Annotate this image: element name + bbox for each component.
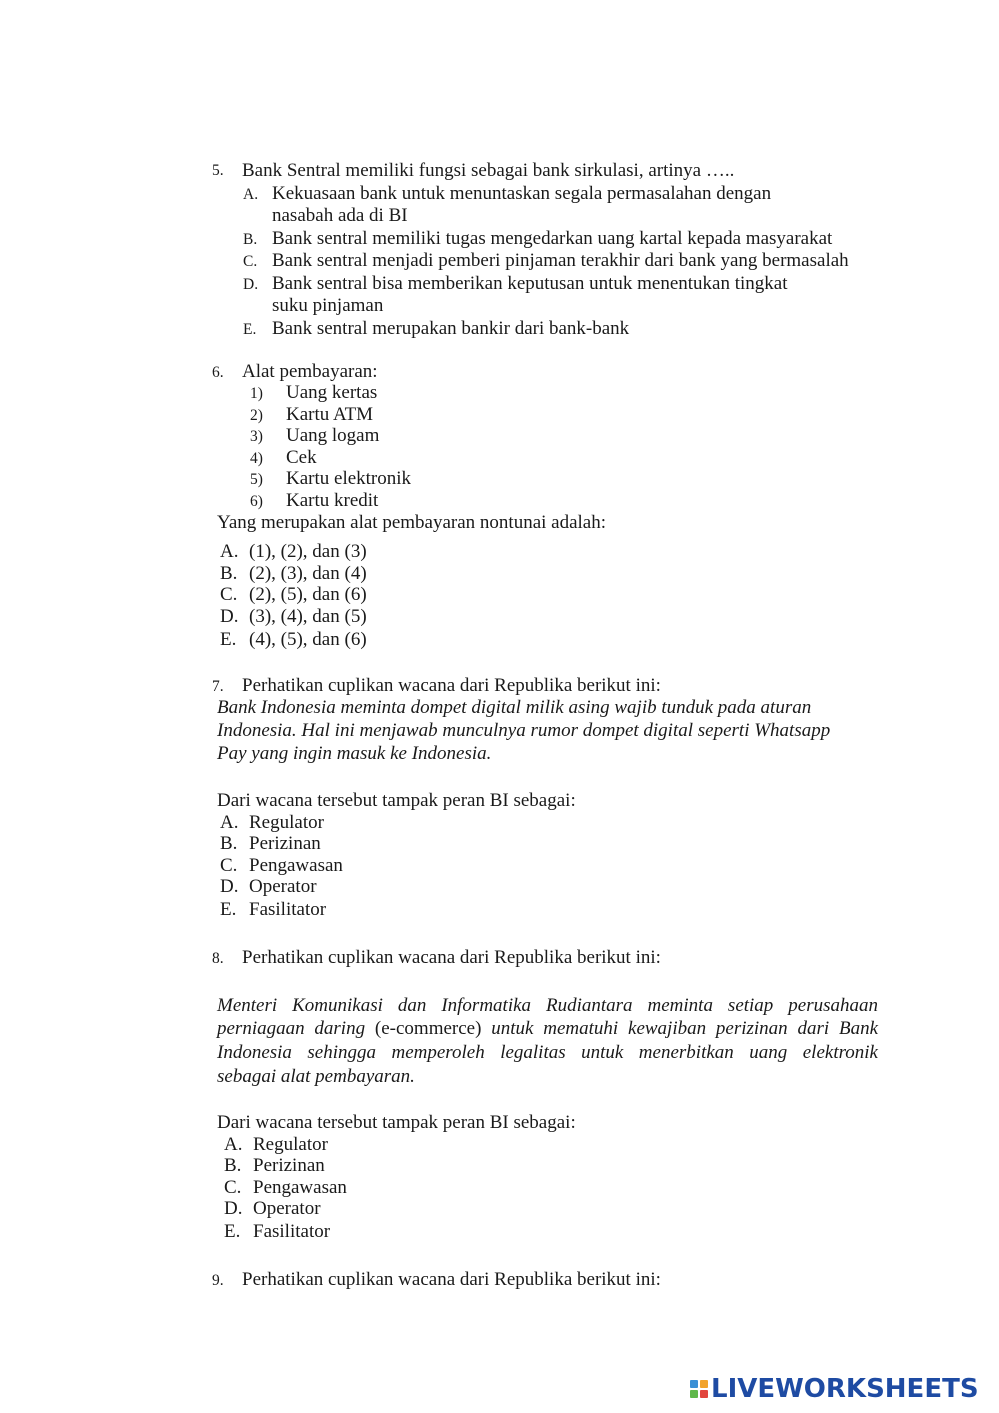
q8-option-e: Fasilitator	[253, 1221, 331, 1242]
q8-option-e-letter: E.	[224, 1221, 241, 1242]
q8-option-b: Perizinan	[253, 1155, 325, 1176]
q7-option-c-letter: C.	[220, 855, 238, 876]
q6-item: Cek	[286, 447, 317, 468]
q5-option-c-letter: C.	[243, 253, 258, 270]
q8-passage-line: sebagai alat pembayaran.	[217, 1066, 415, 1087]
logo-block	[700, 1390, 708, 1398]
q6-option-c: (2), (5), dan (6)	[249, 584, 367, 605]
q6-item-number: 2)	[250, 407, 263, 424]
liveworksheets-logo	[690, 1374, 979, 1404]
q5-option-d: Bank sentral bisa memberikan keputusan untuk menentukan tingkat	[272, 273, 788, 294]
q6-question: Alat pembayaran:	[242, 361, 378, 382]
q5-question: Bank Sentral memiliki fungsi sebagai bank sirkulasi, artinya …..	[242, 160, 735, 181]
q7-question: Perhatikan cuplikan wacana dari Republika berikut ini:	[242, 675, 661, 696]
q6-option-a: (1), (2), dan (3)	[249, 541, 367, 562]
q6-option-e-letter: E.	[220, 629, 237, 650]
logo-text: LIVEWORKSHEETS	[711, 1374, 979, 1404]
q7-passage-line: Bank Indonesia meminta dompet digital milik asing wajib tunduk pada aturan	[217, 697, 812, 718]
q7-passage-line: Pay yang ingin masuk ke Indonesia.	[217, 743, 492, 764]
q7-option-d-letter: D.	[220, 876, 239, 897]
q8-option-d-letter: D.	[224, 1198, 243, 1219]
q7-option-b-letter: B.	[220, 833, 238, 854]
q7-option-a: Regulator	[249, 812, 324, 833]
q9-question: Perhatikan cuplikan wacana dari Republika berikut ini:	[242, 1269, 661, 1290]
q5-option-e: Bank sentral merupakan bankir dari bank-bank	[272, 318, 630, 339]
q7-option-c: Pengawasan	[249, 855, 343, 876]
q6-item: Kartu kredit	[286, 490, 379, 511]
q7-option-b: Perizinan	[249, 833, 321, 854]
q6-option-a-letter: A.	[220, 541, 239, 562]
q6-option-c-letter: C.	[220, 584, 238, 605]
q8-prompt: Dari wacana tersebut tampak peran BI sebagai:	[217, 1112, 576, 1133]
q8-number: 8.	[212, 950, 224, 967]
q7-passage-line: Indonesia. Hal ini menjawab munculnya rumor dompet digital seperti Whatsapp	[217, 720, 831, 741]
q8-passage-part: (e-commerce)	[365, 1018, 492, 1039]
q7-prompt: Dari wacana tersebut tampak peran BI sebagai:	[217, 790, 576, 811]
q5-option-b-letter: B.	[243, 231, 258, 248]
q6-item-number: 6)	[250, 493, 263, 510]
q8-passage-part: perniagaan daring	[217, 1018, 366, 1039]
q8-option-c-letter: C.	[224, 1177, 242, 1198]
q6-option-d: (3), (4), dan (5)	[249, 606, 367, 627]
q6-item-number: 5)	[250, 471, 263, 488]
q8-passage-line: Indonesia sehingga memperoleh legalitas untuk menerbitkan uang elektronik	[217, 1042, 878, 1063]
q6-item: Uang kertas	[286, 382, 378, 403]
logo-block	[690, 1390, 698, 1398]
q5-option-a: Kekuasaan bank untuk menuntaskan segala permasalahan dengan	[272, 183, 772, 204]
q8-passage-line: Menteri Komunikasi dan Informatika Rudiantara meminta setiap perusahaan	[217, 995, 878, 1016]
q6-item: Kartu ATM	[286, 404, 374, 425]
q7-number: 7.	[212, 678, 224, 695]
q6-option-d-letter: D.	[220, 606, 239, 627]
q5-option-d-cont: suku pinjaman	[272, 295, 384, 316]
q7-option-e-letter: E.	[220, 899, 237, 920]
q6-prompt: Yang merupakan alat pembayaran nontunai adalah:	[217, 512, 607, 533]
q6-number: 6.	[212, 364, 224, 381]
q7-option-e: Fasilitator	[249, 899, 327, 920]
q6-item-number: 4)	[250, 450, 263, 467]
q8-option-d: Operator	[253, 1198, 321, 1219]
q6-item-number: 3)	[250, 428, 263, 445]
q5-option-e-letter: E.	[243, 321, 257, 338]
q8-option-a: Regulator	[253, 1134, 328, 1155]
q6-option-e: (4), (5), dan (6)	[249, 629, 367, 650]
logo-block	[700, 1380, 708, 1388]
q5-option-c: Bank sentral menjadi pemberi pinjaman terakhir dari bank yang bermasalah	[272, 250, 849, 271]
q6-item: Kartu elektronik	[286, 468, 412, 489]
logo-blocks-icon	[690, 1380, 708, 1398]
q5-option-b: Bank sentral memiliki tugas mengedarkan uang kartal kepada masyarakat	[272, 228, 833, 249]
q6-option-b: (2), (3), dan (4)	[249, 563, 367, 584]
q5-option-a-cont: nasabah ada di BI	[272, 205, 408, 226]
q8-question: Perhatikan cuplikan wacana dari Republika berikut ini:	[242, 947, 661, 968]
q6-item: Uang logam	[286, 425, 380, 446]
q8-option-b-letter: B.	[224, 1155, 242, 1176]
q7-option-d: Operator	[249, 876, 317, 897]
q6-option-b-letter: B.	[220, 563, 238, 584]
q5-number: 5.	[212, 162, 224, 179]
q8-option-c: Pengawasan	[253, 1177, 347, 1198]
q5-option-a-letter: A.	[243, 186, 259, 203]
q5-option-d-letter: D.	[243, 276, 259, 293]
q8-passage-line	[217, 1018, 878, 1040]
logo-block	[690, 1380, 698, 1388]
q9-number: 9.	[212, 1272, 224, 1289]
q6-item-number: 1)	[250, 385, 263, 402]
q8-option-a-letter: A.	[224, 1134, 243, 1155]
q7-option-a-letter: A.	[220, 812, 239, 833]
q8-passage-part: untuk mematuhi kewajiban perizinan dari Bank	[491, 1018, 879, 1039]
